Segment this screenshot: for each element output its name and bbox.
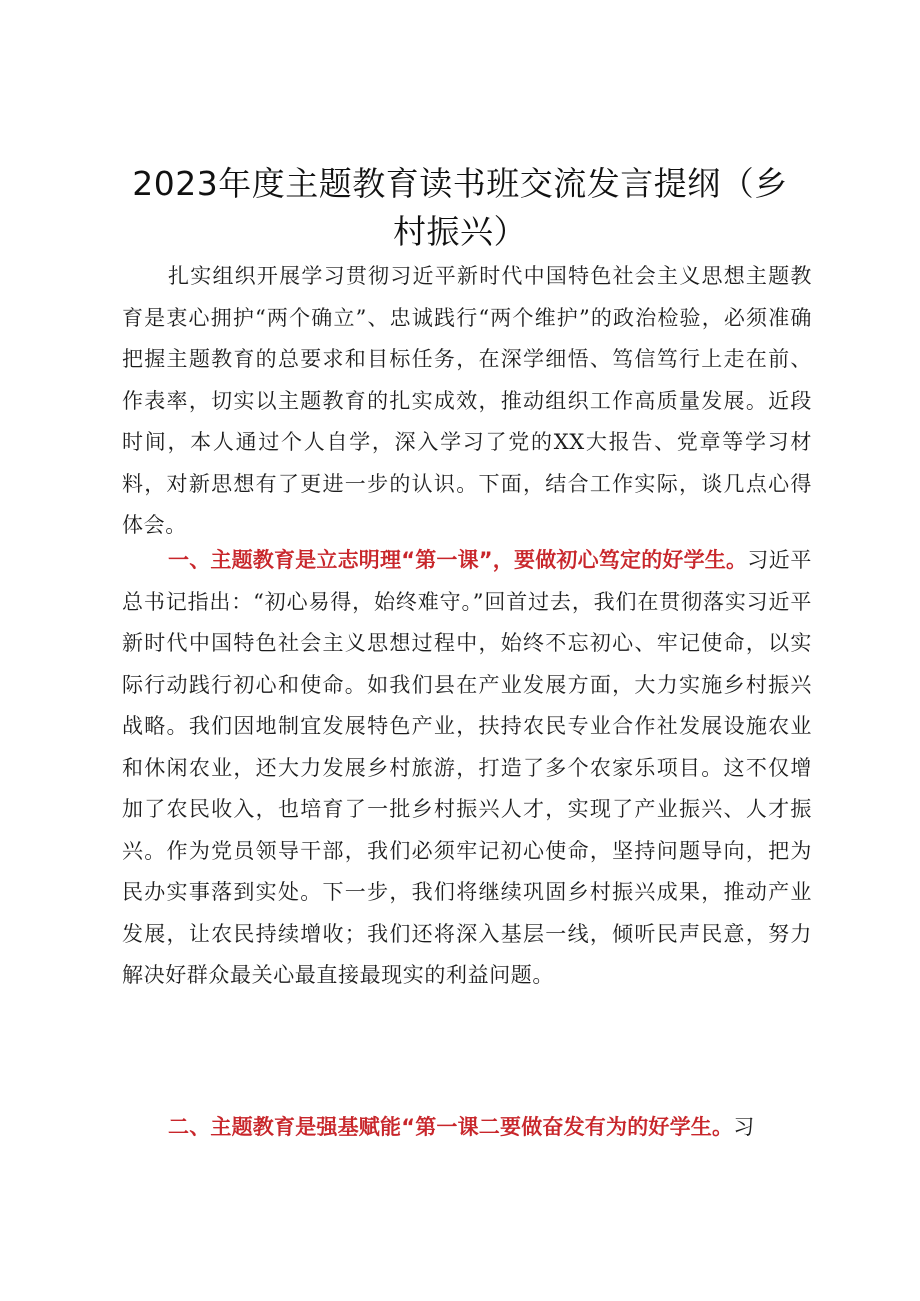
section-2-paragraph — [122, 1107, 812, 1149]
section-1-paragraph — [122, 540, 812, 997]
section-2-heading: 二、主题教育是强基赋能“第一课二要做奋发有为的好学生。 — [168, 1115, 734, 1139]
section-1-body: 习近平总书记指出：“初心易得，始终难守。”回首过去，我们在贯彻落实习近平新时代中国特色社会主义思想过程中，始终不忘初心、牢记使命，以实际行动践行初心和使命。如我们县在产业发展方面，大力实施乡村振兴战略。我们因地制宜发展特色产业，扶持农民专业合作社发展设施农业和休闲农业，还大力发展乡村旅游，打造了多个农家乐项目。这不仅增加了农民收入，也培育了一批乡村振兴人才，实现了产业振兴、人才振兴。作为党员领导干部，我们必须牢记初心使命，坚持问题导向，把为民办实事落到实处。下一步，我们将继续巩固乡村振兴成果，推动产业发展，让农民持续增收；我们还将深入基层一线，倾听民声民意，努力解决好群众最关心最直接最现实的利益问题。 — [122, 548, 813, 987]
document-title: 2023年度主题教育读书班交流发言提纲（乡村振兴） — [132, 164, 788, 251]
section-2-body: 习 — [733, 1115, 755, 1139]
section-1-heading: 一、主题教育是立志明理“第一课”，要做初心笃定的好学生。 — [168, 548, 748, 572]
intro-paragraph: 扎实组织开展学习贯彻习近平新时代中国特色社会主义思想主题教育是衷心拥护“两个确立”、忠诚践行“两个维护”的政治检验，必须准确把握主题教育的总要求和目标任务，在深学细悟、笃信笃行上走在前、作表率，切实以主题教育的扎实成效，推动组织工作高质量发展。近段时间，本人通过个人自学，深入学习了党的XX大报告、党章等学习材料，对新思想有了更进一步的认识。下面，结合工作实际，谈几点心得体会。 — [122, 264, 812, 537]
